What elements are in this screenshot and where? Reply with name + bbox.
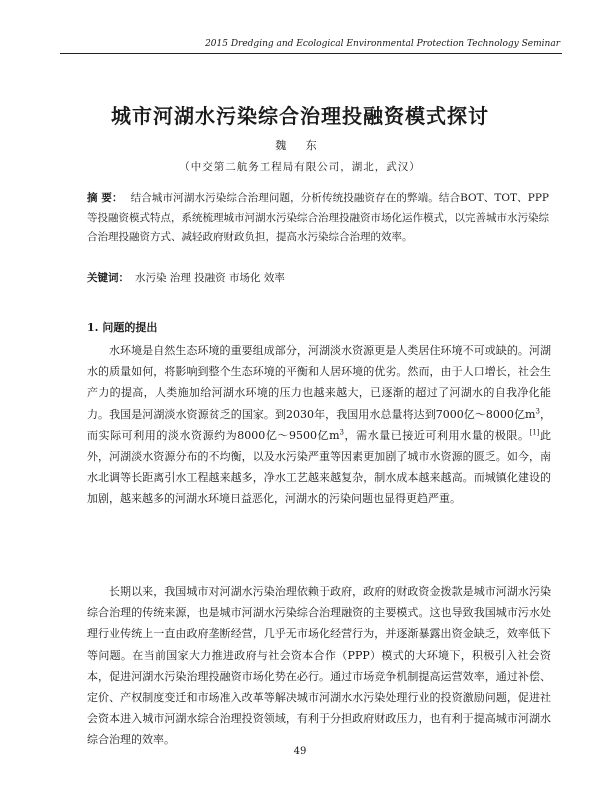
author: 魏 东	[275, 139, 325, 152]
paper-title: 城市河湖水污染综合治理投融资模式探讨	[111, 104, 489, 128]
header-rule	[60, 53, 562, 54]
section-heading: 1. 问题的提出	[87, 321, 158, 334]
paragraph-1	[87, 340, 551, 510]
abstract-text: 结合城市河湖水污染综合治理问题，分析传统投融资存在的弊端。结合BOT、TOT、PPP等投融资模式特点，系统梳理城市河湖水污染综合治理投融资市场化运作模式，以完善城市水污染综合治理投融资方式、减轻政府财政负担，提高水污染综合治理的效率。	[87, 192, 549, 243]
keywords	[87, 270, 549, 285]
citation-ref: [1]	[529, 428, 540, 437]
page-number: 49	[293, 746, 307, 757]
running-header: 2015 Dredging and Ecological Environmental Protection Technology Seminar	[205, 39, 560, 49]
superscript-unit-2: 3	[339, 428, 344, 437]
affiliation: （中交第二航务工程局有限公司，湖北，武汉）	[179, 161, 421, 173]
para1-part-d: 此外，河湖淡水资源分布的不均衡，以及水污染严重等因素更加剧了城市水资源的匮乏。如今，南水北调等长距离引水工程越来越多，净水工艺越来越复杂，制水成本越来越高。而城镇化建设的加剧，越来越多的河湖水环境日益恶化，河湖水的污染问题也显得更趋严重。	[87, 428, 552, 506]
paragraph-2: 长期以来，我国城市对河湖水污染治理依赖于政府，政府的财政资金拨款是城市河湖水污染综合治理的传统来源，也是城市河湖水污染综合治理融资的主要模式。这也导致我国城市污水处理行业传统上一直由政府垄断经营，几乎无市场化经营行为，并逐渐暴露出资金缺乏，效率低下等问题。在当前国家大力推进政府与社会资本合作（PPP）模式的大环境下，积极引入社会资本，促进河湖水污染治理投融资市场化势在必行。通过市场竞争机制提高运营效率，通过补偿、定价、产权制度变迁和市场准入改革等解决城市河湖水水污染处理行业的投资激励问题，促进社会资本进入城市河湖水综合治理投资领域，有利于分担政府财政压力，也有利于提高城市河湖水综合治理的效率。	[87, 585, 551, 747]
para1-part-b: ，而实际可利用的淡水资源约为8000亿～9500亿m	[87, 407, 551, 442]
para1-part-c: ，需水量已接近可利用水量的极限。	[343, 428, 530, 442]
abstract	[87, 189, 549, 248]
abstract-label: 摘 要：	[87, 192, 123, 204]
keywords-text: 水污染 治理 投融资 市场化 效率	[135, 272, 285, 284]
para1-part-a: 水环境是自然生态环境的重要组成部分，河湖淡水资源更是人类居住环境不可或缺的。河湖水的质量如何，将影响到整个生态环境的平衡和人居环境的优劣。然而，由于人口增长，社会生产力的提高，人类施加给河湖水环境的压力也越来越大，已逐渐的超过了河湖水的自我净化能力。我国是河湖淡水资源贫乏的国家。到2030年，我国用水总量将达到7000亿～8000亿m	[87, 344, 551, 421]
keywords-label: 关键词：	[87, 272, 129, 284]
superscript-unit-1: 3	[535, 406, 540, 415]
